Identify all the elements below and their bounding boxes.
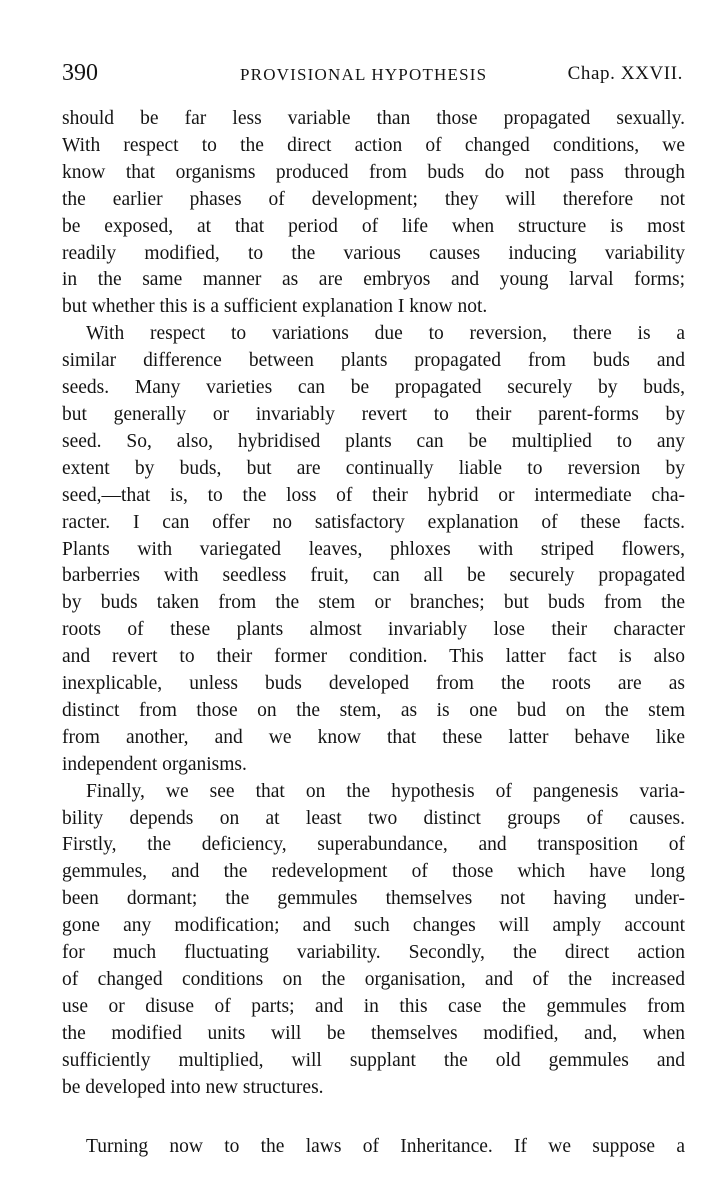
text-line: but generally or invariably revert to their parent-forms by bbox=[62, 403, 685, 425]
text-line: Firstly, the deficiency, superabundance, and transposition of bbox=[62, 834, 685, 856]
text-line: similar difference between plants propagated from buds and bbox=[62, 350, 685, 372]
text-line: bility depends on at least two distinct groups of causes. bbox=[62, 807, 685, 829]
paragraph-gap bbox=[62, 1102, 685, 1134]
paragraph-pangenesis bbox=[62, 779, 685, 1102]
paragraph-reversion bbox=[62, 321, 685, 778]
text-line: independent organisms. bbox=[62, 753, 247, 775]
text-line: Finally, we see that on the hypothesis of pangenesis varia- bbox=[86, 780, 685, 802]
text-line: be developed into new structures. bbox=[62, 1076, 324, 1098]
body-text bbox=[62, 106, 685, 1160]
text-line: the modified units will be themselves modified, and, when bbox=[62, 1022, 685, 1044]
text-line: been dormant; the gemmules themselves not having under- bbox=[62, 888, 685, 910]
text-line: in the same manner as are embryos and young larval forms; bbox=[62, 269, 685, 291]
text-line: the earlier phases of development; they will therefore not bbox=[62, 188, 685, 210]
text-line: for much fluctuating variability. Secondly, the direct action bbox=[62, 942, 685, 964]
text-line: seed,—that is, to the loss of their hybrid or intermediate cha- bbox=[62, 484, 685, 506]
text-line: be exposed, at that period of life when structure is most bbox=[62, 215, 685, 237]
text-line: of changed conditions on the organisation, and of the increased bbox=[62, 969, 685, 990]
text-line: know that organisms produced from buds do not pass through bbox=[62, 161, 685, 183]
text-line: Plants with variegated leaves, phloxes with striped flowers, bbox=[62, 538, 685, 560]
text-line: inexplicable, unless buds developed from the roots are as bbox=[62, 673, 685, 695]
chapter-label: Chap. XXVII. bbox=[567, 63, 683, 84]
text-line: should be far less variable than those propagated sexually. bbox=[62, 108, 685, 129]
text-line: from another, and we know that these latter behave like bbox=[62, 726, 685, 748]
paragraph-buds-variability bbox=[62, 106, 685, 321]
page-number: 390 bbox=[62, 60, 98, 86]
text-line: barberries with seedless fruit, can all be securely propagated bbox=[62, 565, 685, 587]
text-line: but whether this is a sufficient explanation I know not. bbox=[62, 296, 488, 318]
text-line: gone any modification; and such changes will amply account bbox=[62, 915, 685, 937]
text-line: and revert to their former condition. This latter fact is also bbox=[62, 646, 685, 668]
text-line: roots of these plants almost invariably lose their character bbox=[62, 619, 685, 641]
text-line: by buds taken from the stem or branches; but buds from the bbox=[62, 592, 685, 614]
text-line: readily modified, to the various causes inducing variability bbox=[62, 242, 685, 264]
text-line: use or disuse of parts; and in this case the gemmules from bbox=[62, 995, 685, 1017]
text-line: extent by buds, but are continually liable to reversion by bbox=[62, 457, 685, 479]
text-line: Turning now to the laws of Inheritance. If we suppose a bbox=[86, 1135, 685, 1157]
text-line: seeds. Many varieties can be propagated securely by buds, bbox=[62, 377, 685, 399]
running-header bbox=[62, 60, 683, 94]
running-title: PROVISIONAL HYPOTHESIS bbox=[240, 65, 488, 84]
text-line: With respect to variations due to reversion, there is a bbox=[86, 323, 685, 345]
text-line: racter. I can offer no satisfactory explanation of these facts. bbox=[62, 511, 685, 533]
text-line: With respect to the direct action of changed conditions, we bbox=[62, 134, 685, 156]
text-line: seed. So, also, hybridised plants can be multiplied to any bbox=[62, 430, 685, 452]
text-line: gemmules, and the redevelopment of those which have long bbox=[62, 861, 685, 883]
text-line: sufficiently multiplied, will supplant the old gemmules and bbox=[62, 1049, 685, 1071]
text-line: distinct from those on the stem, as is one bud on the stem bbox=[62, 699, 685, 721]
paragraph-inheritance bbox=[62, 1134, 685, 1161]
